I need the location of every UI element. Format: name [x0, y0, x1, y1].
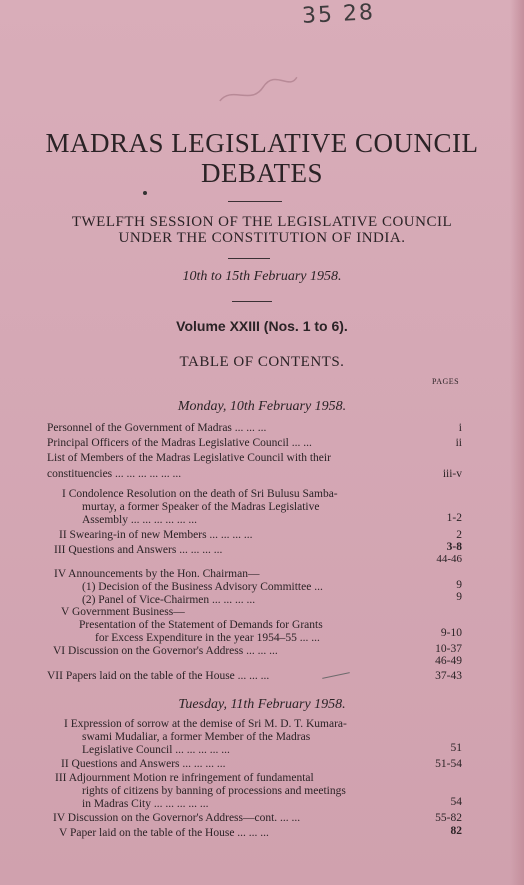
subtitle-line-1: TWELFTH SESSION OF THE LEGISLATIVE COUNCIL: [71, 214, 453, 230]
divider-rule: [228, 201, 282, 202]
entry-pages: iii-v: [442, 468, 462, 480]
entry-pages-secondary: 9: [456, 591, 462, 603]
entry-pages: 51-54: [435, 758, 462, 770]
toc-entry: [54, 568, 323, 607]
entry-pages: 1-2: [446, 512, 462, 524]
toc-entry: [53, 645, 278, 658]
divider-rule: [228, 258, 270, 259]
volume-heading: Volume XXIII (Nos. 1 to 6).: [176, 318, 348, 334]
entry-pages: i: [458, 422, 462, 434]
toc-entry: [55, 772, 346, 811]
entry-line: Personnel of the Government of Madras ... ... ...: [47, 422, 267, 434]
entry-pages: 2: [456, 529, 462, 541]
day-heading-monday: Monday, 10th February 1958.: [177, 399, 347, 414]
entry-pages: 3-8: [446, 541, 462, 553]
pages-column-label: PAGES: [432, 377, 460, 386]
day-heading-tuesday: Tuesday, 11th February 1958.: [178, 697, 346, 712]
toc-entry: [47, 670, 269, 683]
entry-line: swami Mudaliar, a former Member of the Madras: [82, 731, 311, 743]
entry-line: for Excess Expenditure in the year 1954–55 ... ...: [95, 632, 320, 644]
entry-line: II Swearing-in of new Members ... ... ... ...: [59, 529, 253, 541]
entry-line: VII Papers laid on the table of the House ... ... ...: [47, 670, 270, 682]
entry-line: V Paper laid on the table of the House ... ... ...: [59, 827, 269, 839]
entry-line: I Condolence Resolution on the death of Sri Bulusu Samba-: [62, 488, 338, 500]
toc-entry: [54, 544, 222, 557]
entry-line: constituencies ... ... ... ... ... ...: [47, 468, 182, 480]
toc-entry: [47, 422, 266, 435]
entry-line: V Government Business—: [61, 606, 185, 618]
toc-entry: [61, 606, 323, 645]
bullet-dot: [143, 191, 147, 195]
handwritten-ms-number: 35 28: [301, 0, 376, 29]
entry-line: III Questions and Answers ... ... ... ...: [54, 544, 223, 556]
faint-stamp-mark: [212, 68, 306, 113]
entry-pages-secondary: 46-49: [435, 655, 462, 667]
toc-entry: [61, 758, 226, 771]
entry-pages: 37-43: [435, 670, 462, 682]
entry-pages: 9: [456, 579, 462, 591]
entry-line: murtay, a former Speaker of the Madras Legislative: [82, 501, 320, 513]
toc-entry: [62, 488, 338, 527]
title-line-1: MADRAS LEGISLATIVE COUNCIL: [45, 128, 479, 158]
entry-line: IV Discussion on the Governor's Address—cont. ... ...: [53, 812, 301, 824]
session-dates: [0, 269, 524, 285]
toc-entry: [64, 718, 347, 757]
entry-pages: 82: [450, 825, 462, 837]
entry-pages: 9-10: [440, 627, 462, 639]
entry-line: Presentation of the Statement of Demands for Grants: [79, 619, 323, 631]
entry-line: (2) Panel of Vice-Chairmen ... ... ... ...: [82, 594, 256, 606]
entry-pages: 51: [450, 742, 462, 754]
toc-entry: [47, 452, 331, 481]
toc-entry: [47, 437, 312, 450]
entry-line: Assembly ... ... ... ... ... ...: [82, 514, 197, 526]
entry-line: III Adjournment Motion re infringement of fundamental: [55, 772, 314, 784]
entry-line: VI Discussion on the Governor's Address ... ... ...: [53, 645, 278, 657]
pencil-mark: [322, 672, 350, 679]
toc-entry: [59, 827, 269, 840]
entry-line: IV Announcements by the Hon. Chairman—: [54, 568, 260, 580]
entry-line: Legislative Council ... ... ... ... ...: [82, 744, 230, 756]
entry-line: in Madras City ... ... ... ... ...: [82, 798, 209, 810]
faint-stamp: [212, 68, 307, 117]
entry-line: I Expression of sorrow at the demise of Sri M. D. T. Kumara-: [64, 718, 347, 730]
session-dates-text: 10th to 15th February 1958.: [182, 269, 342, 284]
entry-line: Principal Officers of the Madras Legislative Council ... ...: [47, 437, 312, 449]
entry-pages: 54: [450, 796, 462, 808]
entry-pages: ii: [455, 437, 462, 449]
divider-rule: [232, 301, 272, 302]
subtitle-line-2: UNDER THE CONSTITUTION OF INDIA.: [118, 230, 406, 246]
title-line-2: DEBATES: [200, 158, 323, 188]
toc-entry: [53, 812, 300, 825]
entry-pages-secondary: 44-46: [436, 553, 462, 565]
entry-line: rights of citizens by banning of processions and meetings: [82, 785, 346, 797]
entry-line: List of Members of the Madras Legislative Council with their: [47, 452, 331, 464]
entry-pages: 10-37: [435, 643, 462, 655]
toc-entry: [59, 529, 253, 542]
entry-line: (1) Decision of the Business Advisory Committee ...: [82, 581, 323, 593]
toc-heading: TABLE OF CONTENTS.: [179, 354, 345, 370]
entry-line: II Questions and Answers ... ... ... ...: [61, 758, 226, 770]
entry-pages: 55-82: [435, 812, 462, 824]
